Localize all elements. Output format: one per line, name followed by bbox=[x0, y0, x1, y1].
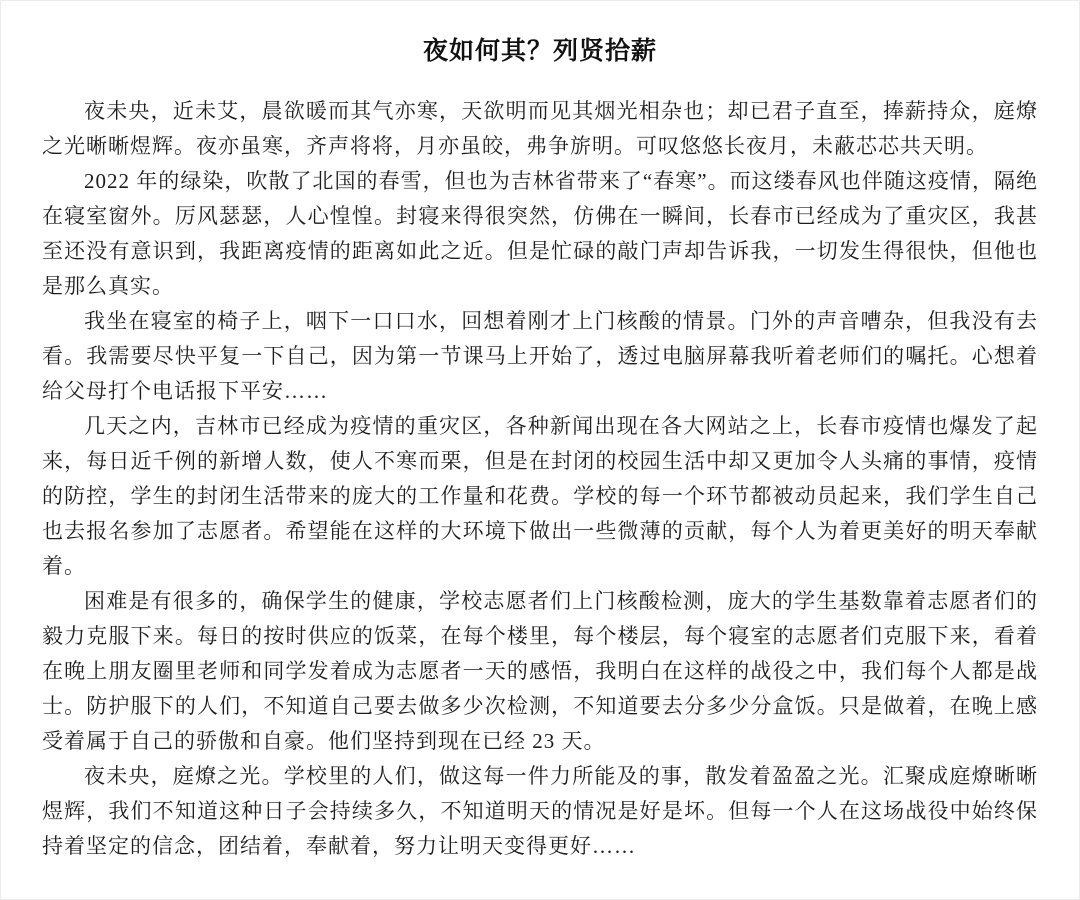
essay-body bbox=[42, 94, 1038, 864]
essay-paragraph-4: 几天之内，吉林市已经成为疫情的重灾区，各种新闻出现在各大网站之上，长春市疫情也爆发了起来，每日近千例的新增人数，使人不寒而栗，但是在封闭的校园生活中却又更加令人头痛的事情，疫情的防控，学生的封闭生活带来的庞大的工作量和花费。学校的每一个环节都被动员起来，我们学生自己也去报名参加了志愿者。希望能在这样的大环境下做出一些微薄的贡献，每个人为着更美好的明天奉献着。 bbox=[42, 414, 1038, 578]
essay-paragraph-5: 困难是有很多的，确保学生的健康，学校志愿者们上门核酸检测，庞大的学生基数靠着志愿者们的毅力克服下来。每日的按时供应的饭菜，在每个楼里，每个楼层，每个寝室的志愿者们克服下来，看着在晚上朋友圈里老师和同学发着成为志愿者一天的感悟，我明白在这样的战役之中，我们每个人都是战士。防护服下的人们，不知道自己要去做多少次检测，不知道要去分多少分盒饭。只是做着，在晚上感受着属于自己的骄傲和自豪。他们坚持到现在已经 23 天。 bbox=[42, 589, 1038, 753]
essay-paragraph-1: 夜未央，近未艾，晨欲暖而其气亦寒，天欲明而见其烟光相杂也；却已君子直至，捧薪持众，庭燎之光晰晰煜辉。夜亦虽寒，齐声将将，月亦虽皎，弗争旂明。可叹悠悠长夜月，未蔽芯芯共天明。 bbox=[42, 99, 1038, 158]
essay-paragraph-3: 我坐在寝室的椅子上，咽下一口口水，回想着刚才上门核酸的情景。门外的声音嘈杂，但我没有去看。我需要尽快平复一下自己，因为第一节课马上开始了，透过电脑屏幕我听着老师们的嘱托。心想着给父母打个电话报下平安…… bbox=[42, 309, 1038, 403]
essay-paragraph-6: 夜未央，庭燎之光。学校里的人们，做这每一件力所能及的事，散发着盈盈之光。汇聚成庭燎晰晰煜辉，我们不知道这种日子会持续多久，不知道明天的情况是好是坏。但每一个人在这场战役中始终保持着坚定的信念，团结着，奉献着，努力让明天变得更好…… bbox=[42, 764, 1038, 858]
essay-title: 夜如何其？列贤拾薪 bbox=[422, 38, 657, 65]
essay-paragraph-2: 2022 年的绿染，吹散了北国的春雪，但也为吉林省带来了“春寒”。而这缕春风也伴随这疫情，隔绝在寝室窗外。厉风瑟瑟，人心惶惶。封寝来得很突然，仿佛在一瞬间，长春市已经成为了重灾区，我甚至还没有意识到，我距离疫情的距离如此之近。但是忙碌的敲门声却告诉我，一切发生得很快，但他也是那么真实。 bbox=[42, 169, 1038, 298]
